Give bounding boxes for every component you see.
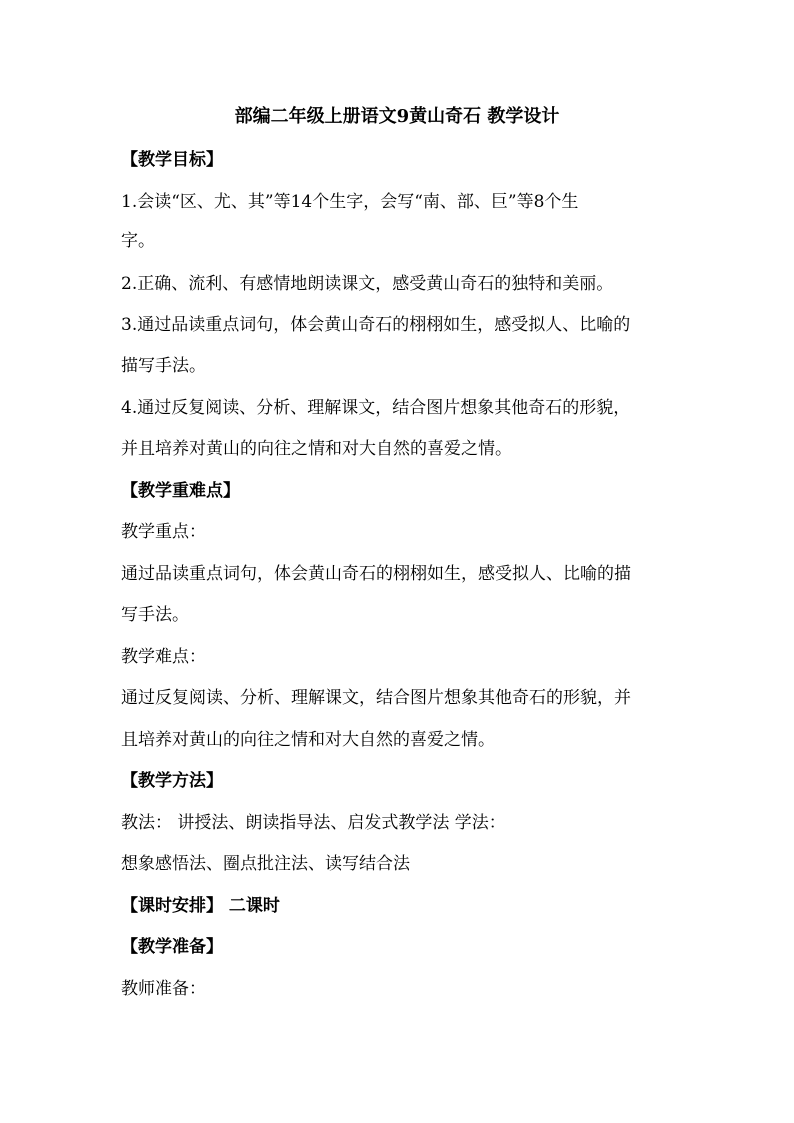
objective-3-line-2: 描写手法。: [121, 356, 206, 376]
methods-line-2: 想象感悟法、圈点批注法、读写结合法: [121, 854, 410, 874]
objective-4-line-2: 并且培养对黄山的向往之情和对大自然的喜爱之情。: [121, 439, 512, 459]
section-heading-objectives: 【教学目标】: [121, 150, 223, 170]
difficulty-line-1: 通过反复阅读、分析、理解课文，结合图片想象其他奇石的形貌，并: [121, 688, 631, 708]
key-point-label: 教学重点：: [121, 522, 206, 542]
section-heading-key-points: 【教学重难点】: [121, 481, 240, 501]
difficulty-label: 教学难点：: [121, 647, 206, 667]
section-heading-methods: 【教学方法】: [121, 771, 223, 791]
teacher-preparation-label: 教师准备：: [121, 979, 206, 999]
objective-4-line-1: 4.通过反复阅读、分析、理解课文，结合图片想象其他奇石的形貌，: [121, 398, 631, 418]
methods-line-1: 教法： 讲授法、朗读指导法、启发式教学法 学法：: [121, 813, 506, 833]
section-heading-schedule: 【课时安排】 二课时: [121, 896, 280, 916]
section-heading-preparation: 【教学准备】: [121, 937, 223, 957]
key-point-line-2: 写手法。: [121, 605, 189, 625]
difficulty-line-2: 且培养对黄山的向往之情和对大自然的喜爱之情。: [121, 730, 495, 750]
objective-1-line-2: 字。: [121, 231, 155, 251]
objective-3-line-1: 3.通过品读重点词句，体会黄山奇石的栩栩如生，感受拟人、比喻的: [121, 315, 631, 335]
objective-1-line-1: 1.会读“区、尤、其”等14个生字，会写“南、部、巨”等8个生: [121, 192, 579, 212]
objective-2: 2.正确、流利、有感情地朗读课文，感受黄山奇石的独特和美丽。: [121, 274, 614, 294]
document-title: 部编二年级上册语文9黄山奇石 教学设计: [234, 106, 560, 127]
key-point-line-1: 通过品读重点词句，体会黄山奇石的栩栩如生，感受拟人、比喻的描: [121, 564, 631, 584]
